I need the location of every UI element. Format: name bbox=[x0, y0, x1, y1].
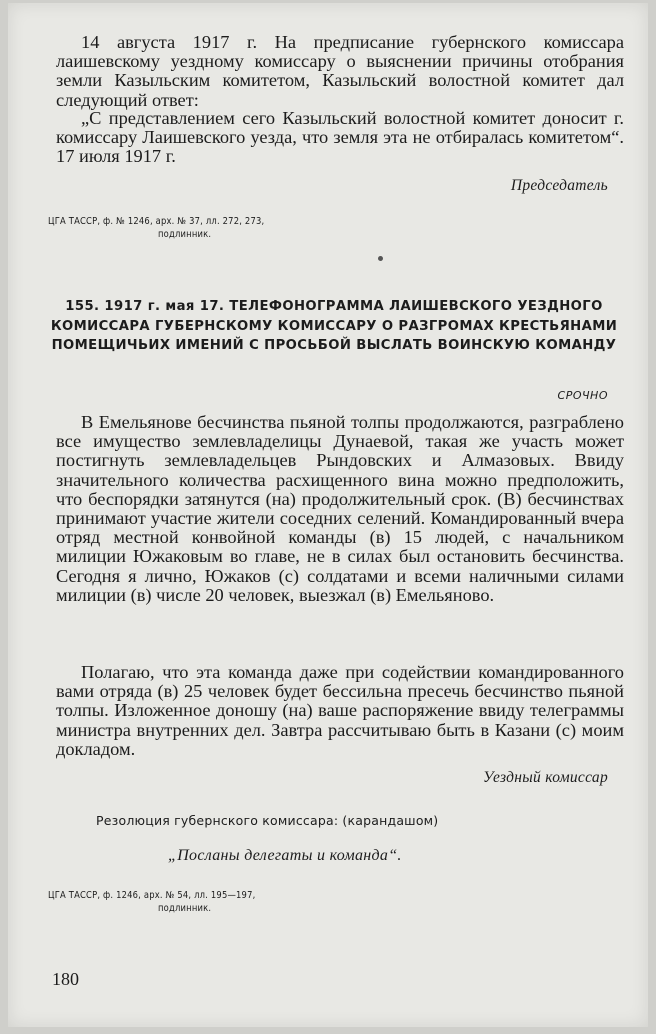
doc-source bbox=[48, 889, 255, 915]
source-line-1: ЦГА ТАССР, ф. № 1246, арх. № 37, лл. 272, 273, bbox=[48, 216, 265, 227]
urgency-mark: СРОЧНО bbox=[557, 389, 608, 402]
separator-dot bbox=[378, 256, 383, 261]
source-line-2: подлинник. bbox=[158, 229, 212, 240]
resolution-label: Резолюция губернского комиссара: (карандашом) bbox=[96, 813, 439, 828]
document-heading: 155. 1917 г. мая 17. ТЕЛЕФОНОГРАММА ЛАИШЕВСКОГО УЕЗДНОГО КОМИССАРА ГУБЕРНСКОМУ КОМИССАРУ О РАЗГРОМАХ КРЕСТЬЯНАМИ ПОМЕЩИЧЬИХ ИМЕНИЙ С ПРОСЬБОЙ ВЫСЛАТЬ ВОИНСКУЮ КОМАНДУ bbox=[50, 299, 618, 354]
prev-doc-paragraph-2: „С представлением сего Казыльский волостной комитет доносит г. комиссару Лаишевского уезда, что земля эта не отбиралась комитетом“. 17 июля 1917 г. bbox=[56, 108, 624, 167]
page-number: 180 bbox=[52, 969, 79, 989]
doc-paragraph-2: Полагаю, что эта команда даже при содействии командированного вами отряда (в) 25 человек будет бессильна пресечь бесчинство пьяной толпы. Изложенное доношу (на) ваше распоряжение ввиду телеграммы министра внутренних дел. Завтра рассчитываю быть в Казани (с) моим докладом. bbox=[56, 662, 624, 759]
prev-doc-paragraph-1: 14 августа 1917 г. На предписание губернского комиссара лаишевскому уездному комиссару о выяснении причины отобрания земли Казыльским комитетом, Казыльский волостной комитет дал следующий ответ: bbox=[56, 32, 624, 110]
doc-signature: Уездный комиссар bbox=[483, 769, 608, 786]
source-line-1: ЦГА ТАССР, ф. 1246, арх. № 54, лл. 195—197, bbox=[48, 890, 256, 901]
prev-doc-signature: Председатель bbox=[510, 177, 608, 194]
source-line-2: подлинник. bbox=[158, 903, 212, 914]
document-page bbox=[8, 3, 648, 1027]
resolution-text: „Посланы делегаты и команда“. bbox=[168, 847, 402, 864]
prev-doc-source bbox=[48, 215, 264, 241]
doc-paragraph-1: В Емельянове бесчинства пьяной толпы продолжаются, разграблено все имущество землевладелицы Дунаевой, такая же участь может постигнуть землевладельцев Рындовских и Алмазовых. Ввиду значительного количества расхищенного вина можно предположить, что беспорядки затянутся (на) продолжительный срок. (В) бесчинствах принимают участие жители соседних селений. Командированный вчера отряд местной конвойной команды (в) 15 людей, с начальником милиции Южаковым во главе, не в силах был остановить бесчинства. Сегодня я лично, Южаков (с) солдатами и всеми наличными силами милиции (в) числе 20 человек, выезжал (в) Емельяново. bbox=[56, 412, 624, 605]
